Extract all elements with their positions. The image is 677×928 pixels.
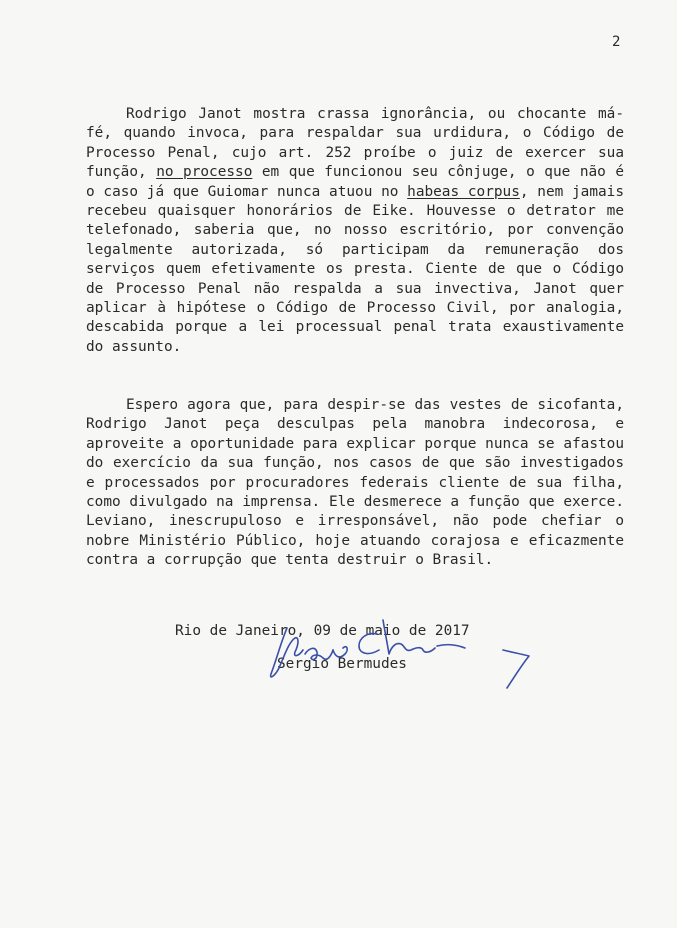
underlined-no-processo: no processo [156, 164, 253, 181]
page-number: 2 [612, 34, 621, 50]
signature-stroke-7 [503, 650, 529, 688]
paragraph-1-text-b: em que funcionou seu cônjuge, o que não é o caso já que Guiomar nunca atuou no [86, 164, 625, 200]
paragraph-2: Espero agora que, para despir-se das vestes de sicofanta, Rodrigo Janot peça desculpas pela manobra indecorosa, e aproveite a oportunidade para explicar porque nunca se afastou do exercício da sua função, nos casos de que são investigados e processados por procuradores federais cliente de sua filha, como divulgado na imprensa. Ele desmerece a função que exerce. Leviano, inescrupuloso e irresponsável, não pode chefiar o nobre Ministério Público, hoje atuando corajosa e eficazmente contra a corrupção que tenta destruir o Brasil. [86, 397, 624, 569]
signature-stroke-5 [383, 620, 435, 654]
date-line: Rio de Janeiro, 09 de maio de 2017 [175, 623, 470, 639]
paragraph-1-text-a: Rodrigo Janot mostra crassa ignorância, ou chocante má-fé, quando invoca, para respaldar sua urdidura, o Código de Processo Penal, cujo art. 252 proíbe o juiz de exercer sua função, [86, 106, 624, 181]
signature-stroke-2 [305, 648, 333, 659]
signature-stroke-4 [359, 634, 379, 654]
signature-stroke-6 [437, 645, 465, 648]
paragraph-1 [86, 105, 624, 357]
signature-stroke-1 [271, 628, 303, 677]
signature-stroke-3 [333, 647, 347, 657]
handwritten-signature [255, 608, 555, 698]
signer-name: Sergio Bermudes [277, 656, 407, 672]
paragraph-1-text-c: , nem jamais recebeu quaisquer honorários de Eike. Houvesse o detrator me telefonado, saberia que, no nosso escritório, por convenção legalmente autorizada, só participam da remuneração dos serviços quem efetivamente os presta. Ciente de que o Código de Processo Penal não respalda a sua invectiva, Janot quer aplicar à hipótese o Código de Processo Civil, por analogia, descabida porque a lei processual penal trata exaustivamente do assunto. [86, 183, 624, 355]
underlined-habeas-corpus: habeas corpus [407, 183, 520, 200]
